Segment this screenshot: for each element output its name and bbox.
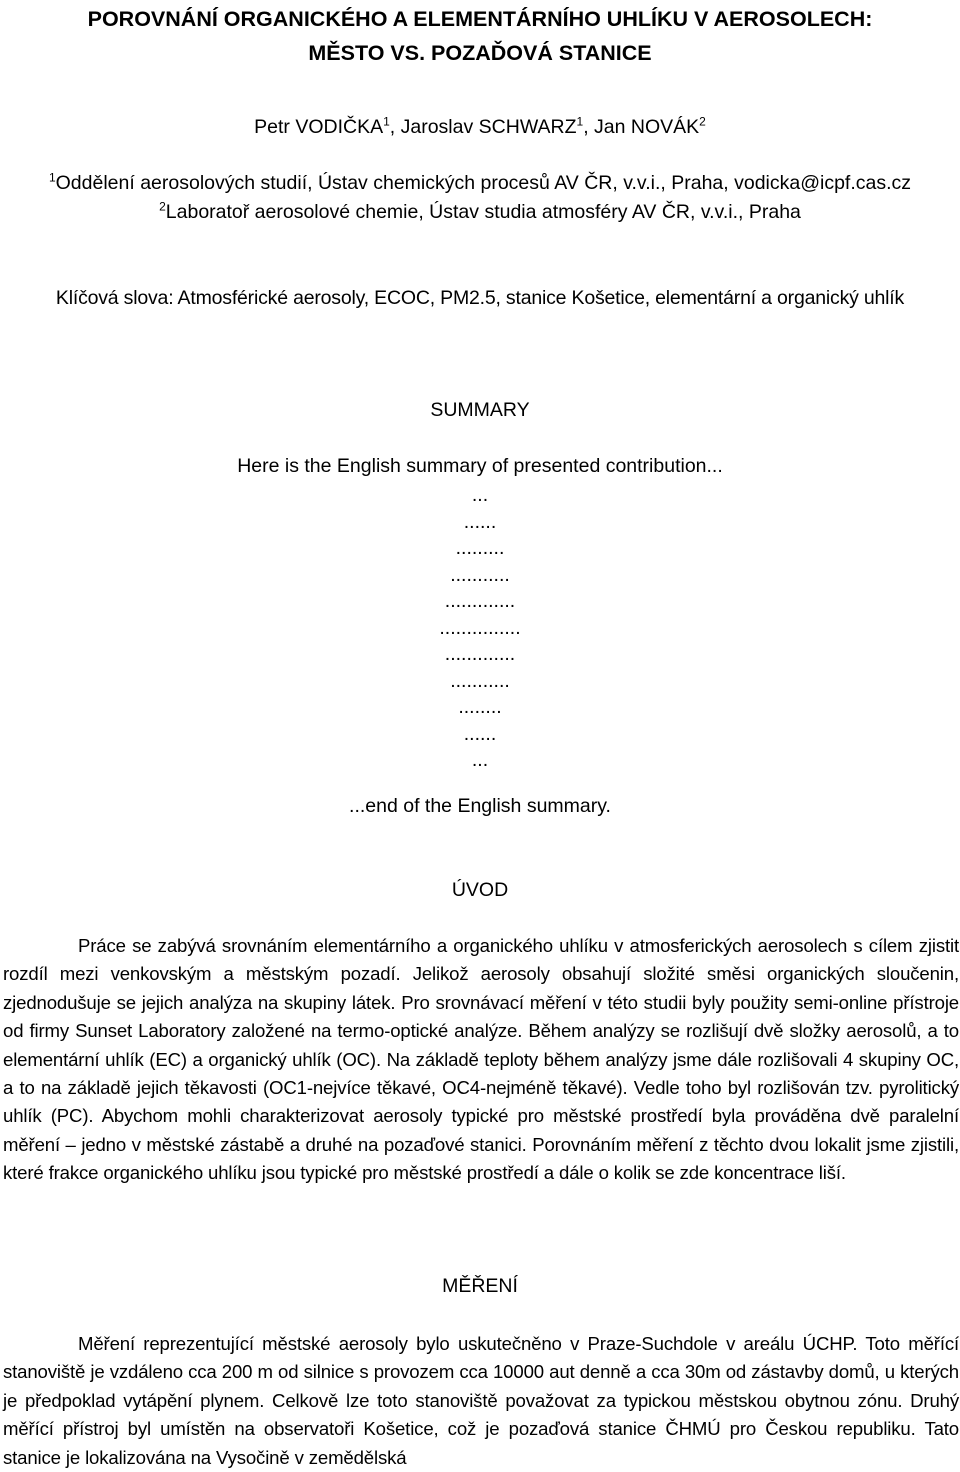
author-2: , Jaroslav SCHWARZ	[389, 116, 577, 138]
author-1: Petr VODIČKA	[254, 116, 384, 138]
affiliation-2	[0, 198, 960, 226]
uvod-paragraph	[3, 932, 959, 1188]
mereni-heading: MĚŘENÍ	[442, 1275, 518, 1297]
summary-dots-line: .........	[455, 537, 505, 559]
summary-dots-line: ......	[463, 722, 497, 745]
summary-dots-line: ...........	[450, 669, 510, 692]
affiliation-2-text: Laboratoř aerosolové chemie, Ústav studia atmosféry AV ČR, v.v.i., Praha	[165, 201, 801, 223]
summary-heading: SUMMARY	[430, 399, 530, 421]
keywords: Klíčová slova: Atmosférické aerosoly, ECOC, PM2.5, stanice Košetice, elementární a organický uhlík	[55, 287, 905, 309]
summary-dots-line: .............	[444, 590, 516, 612]
affiliation-2-number: 2	[159, 199, 166, 214]
summary-dots-line: ...	[471, 484, 489, 506]
summary-dots-line: ...........	[450, 563, 510, 586]
summary-dots-line: ...	[471, 749, 489, 771]
mereni-paragraph	[3, 1330, 959, 1472]
paper-title	[0, 2, 960, 70]
author-3-affiliation: 2	[699, 114, 706, 129]
summary-dots	[0, 482, 960, 774]
uvod-text: Práce se zabývá srovnáním elementárního a organického uhlíku v atmosferických aerosolech s cílem zjistit rozdíl mezi venkovským a městským pozadí. Jelikož aerosoly obsahují složité směsi organických sloučenin, zjednodušuje se jejich analýza na skupiny látek. Pro srovnávací měření v této studii byly použity semi-online přístroje od firmy Sunset Laboratory založené na termo-optické analýze. Během analýzy se rozlišují dvě složky aerosolů, a to elementární uhlík (EC) a organický uhlík (OC). Na základě teploty během analýzy jsme dále rozlišovali 4 skupiny OC, a to na základě jejich těkavosti (OC1-nejvíce těkavé, OC4-nejméně těkavé). Vedle toho byl rozlišován tzv. pyrolitický uhlík (PC). Abychom mohli charakterizovat aerosoly typické pro městské prostředí byla prováděna dvě paralelní měření – jedno v městské zástabě a druhé na pozaďové stanici. Porovnáním měření z těchto dvou lokalit jsme zjistili, které frakce organického uhlíku jsou typické pro městské prostředí a dále o kolik se zde koncentrace liší.	[3, 935, 959, 1184]
author-list	[0, 113, 960, 141]
affiliation-1-number: 1	[48, 170, 56, 185]
summary-last-line: ...end of the English summary.	[349, 795, 611, 817]
summary-dots-line: ........	[458, 696, 502, 718]
uvod-heading: ÚVOD	[451, 879, 509, 901]
affiliation-1	[0, 169, 960, 197]
summary-dots-line: .............	[444, 643, 516, 665]
title-line-1: POROVNÁNÍ ORGANICKÉHO A ELEMENTÁRNÍHO UHLÍKU V AEROSOLECH:	[87, 7, 873, 31]
author-1-affiliation: 1	[383, 114, 390, 129]
title-line-2: MĚSTO VS. POZAĎOVÁ STANICE	[308, 41, 652, 65]
summary-dots-line: ...............	[439, 616, 521, 639]
affiliation-1-text: Oddělení aerosolových studií, Ústav chemických procesů AV ČR, v.v.i., Praha, vodicka@icpf.cas.cz	[55, 172, 912, 194]
summary-first-line: Here is the English summary of presented contribution...	[237, 455, 723, 477]
summary-dots-line: ......	[463, 510, 497, 533]
author-2-affiliation: 1	[576, 114, 584, 129]
author-3: , Jan NOVÁK	[583, 116, 700, 138]
mereni-text: Měření reprezentující městské aerosoly bylo uskutečněno v Praze-Suchdole v areálu ÚCHP. Toto měřící stanoviště je vzdáleno cca 200 m od silnice s provozem cca 10000 aut denně a cca 30m od zástavby domů, u kterých je předpoklad vytápění plynem. Celkově lze toto stanoviště považovat za typickou městskou obytnou zónu. Druhý měřící přístroj byl umístěn na observatoři Košetice, což je pozaďová stanice ČHMÚ pro Českou republiku. Tato stanice je lokalizována na Vysočině v zemědělská	[3, 1333, 959, 1468]
